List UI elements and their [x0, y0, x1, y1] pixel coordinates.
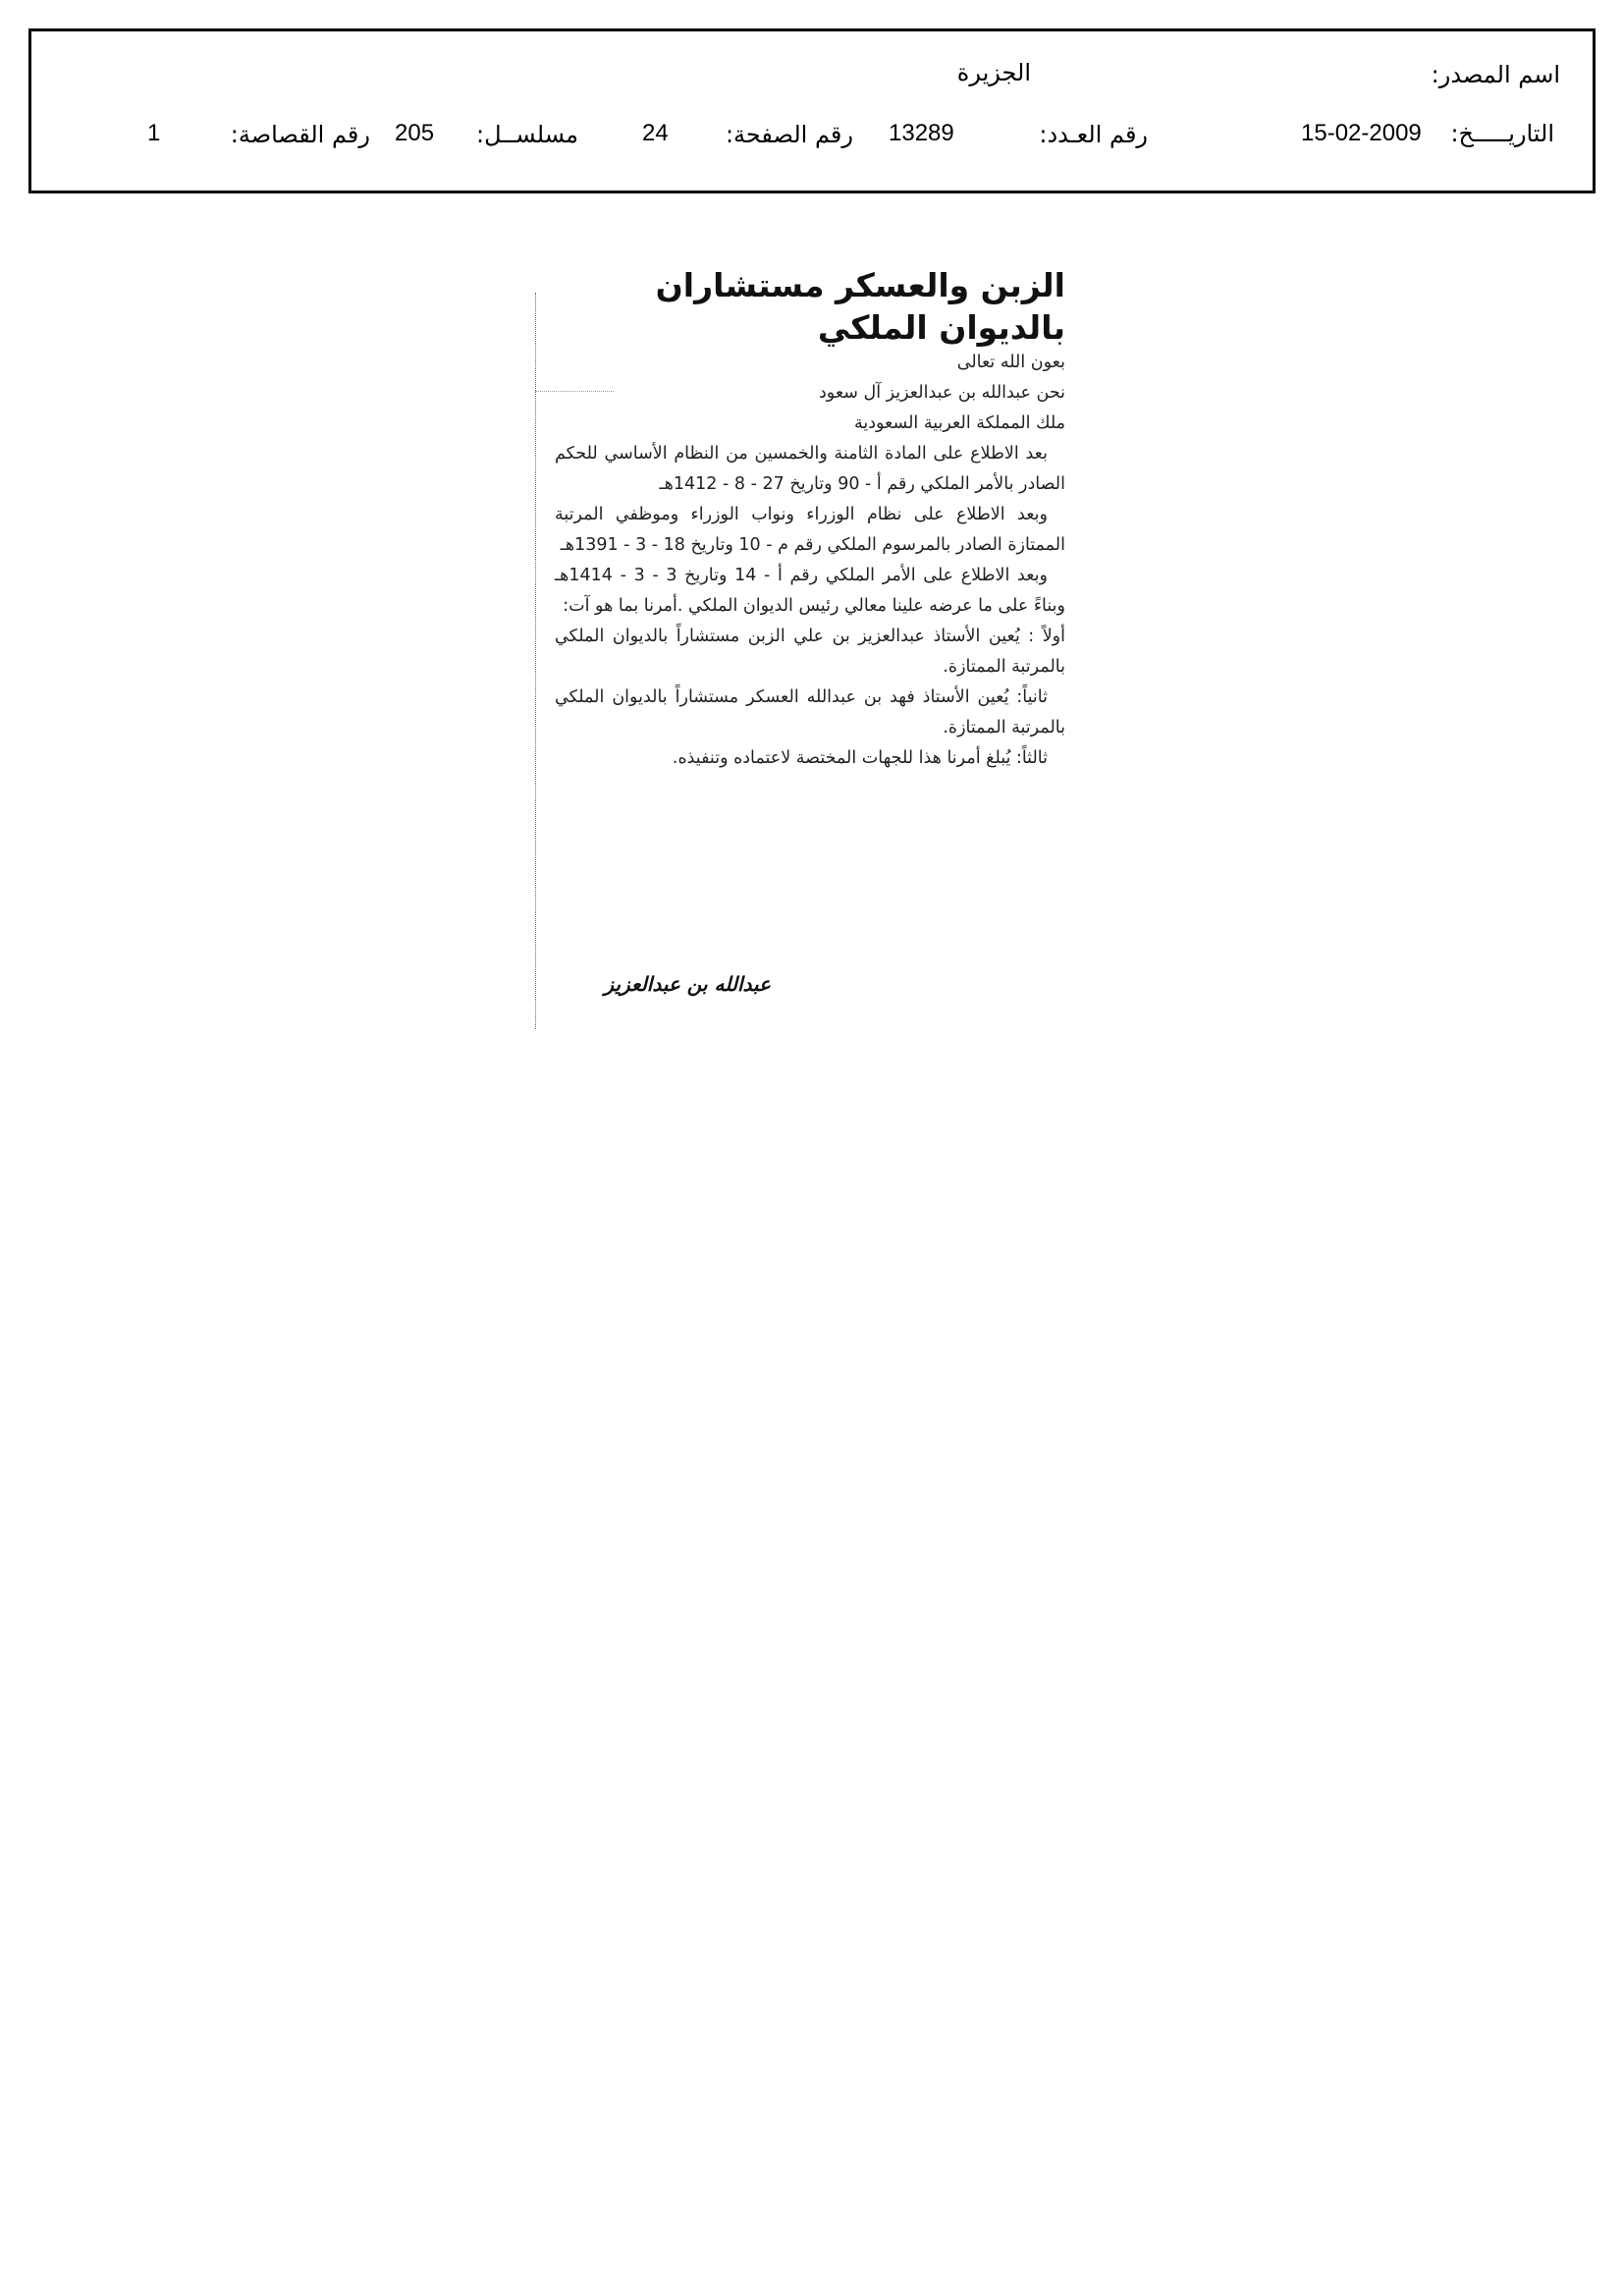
- article-headline: الزبن والعسكر مستشاران بالديوان الملكي: [655, 266, 1065, 347]
- article-body: [555, 348, 1065, 774]
- page-label: رقم الصفحة:: [725, 121, 853, 148]
- page-value: 24: [642, 120, 669, 146]
- signature: عبدالله بن عبدالعزيز: [604, 972, 771, 996]
- source-info-box: [28, 28, 1596, 193]
- issue-value: 13289: [889, 120, 954, 146]
- clipping-value: 1: [147, 120, 161, 146]
- intro-line: نحن عبدالله بن عبدالعزيز آل سعود: [818, 383, 1065, 403]
- article-clipping: [535, 253, 1065, 1019]
- source-value: الجزيرة: [956, 59, 1031, 86]
- intro-line: بعون الله تعالى: [956, 353, 1065, 372]
- date-label: التاريـــــخ:: [1450, 120, 1554, 147]
- issue-label: رقم العـدد:: [1039, 121, 1148, 148]
- clipping-edge: [535, 293, 536, 1029]
- source-label: اسم المصدر:: [1431, 61, 1560, 88]
- serial-label: مسلســل:: [476, 121, 578, 148]
- article-paragraph: وبعد الاطلاع على الأمر الملكي رقم أ - 14 وتاريخ 3 - 3 - 1414هـ وبناءً على ما عرضه علينا معالي رئيس الديوان الملكي .أمرنا بما هو آت:: [555, 566, 1065, 616]
- article-paragraph: أولاً : يُعين الأستاذ عبدالعزيز بن علي الزبن مستشاراً بالديوان الملكي بالمرتبة الممتازة.: [555, 627, 1065, 677]
- article-paragraph: ثالثاً: يُبلغ أمرنا هذا للجهات المختصة لاعتماده وتنفيذه.: [672, 748, 1048, 768]
- serial-value: 205: [395, 120, 435, 146]
- date-value: 15-02-2009: [1301, 120, 1422, 146]
- article-paragraph: وبعد الاطلاع على نظام الوزراء ونواب الوزراء وموظفي المرتبة الممتازة الصادر بالمرسوم الملكي رقم م - 10 وتاريخ 18 - 3 - 1391هـ: [555, 505, 1065, 555]
- article-paragraph: ثانياً: يُعين الأستاذ فهد بن عبدالله العسكر مستشاراً بالديوان الملكي بالمرتبة الممتازة.: [555, 687, 1065, 738]
- clipping-label: رقم القصاصة:: [230, 121, 370, 148]
- article-paragraph: بعد الاطلاع على المادة الثامنة والخمسين من النظام الأساسي للحكم الصادر بالأمر الملكي رقم أ - 90 وتاريخ 27 - 8 - 1412هـ: [555, 444, 1065, 494]
- intro-line: ملك المملكة العربية السعودية: [853, 413, 1065, 433]
